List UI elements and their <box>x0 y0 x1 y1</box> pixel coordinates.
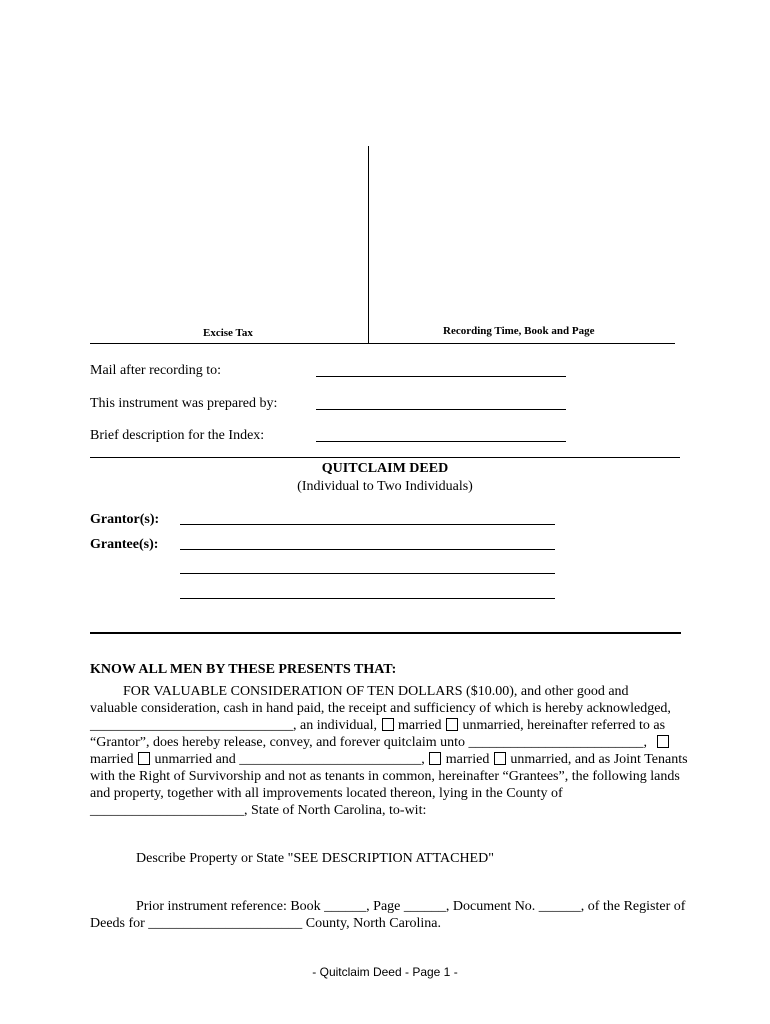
grantor-unmarried-checkbox[interactable] <box>446 718 458 731</box>
grantee2-name-blank[interactable]: __________________________ <box>239 752 422 767</box>
body-line-5: married unmarried and __________________________, married unmarried, and as Joint Tenants <box>90 752 688 767</box>
county-blank[interactable]: ______________________ <box>90 803 244 818</box>
describe-property-text: Describe Property or State "SEE DESCRIPTION ATTACHED" <box>136 851 494 866</box>
grantor-name-blank[interactable]: _____________________________ <box>90 718 293 733</box>
body-line-2: valuable consideration, cash in hand paid, the receipt and sufficiency of which is hereby acknowledged, <box>90 701 671 716</box>
prepared-by-label: This instrument was prepared by: <box>90 396 278 411</box>
document-title: QUITCLAIM DEED <box>321 461 449 476</box>
page-number: Page 1 <box>412 965 451 979</box>
index-description-field[interactable] <box>316 441 566 442</box>
grantee-field-1[interactable] <box>180 549 555 550</box>
grantee1-unmarried-checkbox[interactable] <box>138 752 150 765</box>
body-line-4: “Grantor”, does hereby release, convey, and forever quitclaim unto _________________________, <box>90 735 690 752</box>
prior-reference-line-1: Prior instrument reference: Book ______, Page ______, Document No. ______, of the Register of <box>136 899 686 914</box>
grantee-label: Grantee(s): <box>90 537 159 552</box>
prepared-by-field[interactable] <box>316 409 566 410</box>
page-footer: - Quitclaim Deed - Page 1 - <box>312 965 458 979</box>
section-rule <box>90 457 680 458</box>
grantor-field[interactable] <box>180 524 555 525</box>
body-line-1: FOR VALUABLE CONSIDERATION OF TEN DOLLARS ($10.00), and other good and <box>123 684 629 699</box>
recording-label: Recording Time, Book and Page <box>443 325 595 337</box>
heavy-rule <box>90 632 681 634</box>
index-description-label: Brief description for the Index: <box>90 428 265 443</box>
grantor-married-checkbox[interactable] <box>382 718 394 731</box>
body-heading: KNOW ALL MEN BY THESE PRESENTS THAT: <box>90 662 397 677</box>
grantee-field-3[interactable] <box>180 598 555 599</box>
body-line-6: with the Right of Survivorship and not as tenants in common, hereinafter “Grantees”, the following lands <box>90 769 680 784</box>
body-line-8: ______________________, State of North Carolina, to-wit: <box>90 803 427 818</box>
document-subtitle: (Individual to Two Individuals) <box>297 479 473 494</box>
mail-after-field[interactable] <box>316 376 566 377</box>
recording-box-divider <box>368 146 369 343</box>
body-line-7: and property, together with all improvements located thereon, lying in the County of <box>90 786 563 801</box>
excise-tax-label: Excise Tax <box>203 327 253 339</box>
grantee1-name-blank[interactable]: _________________________ <box>468 735 644 750</box>
mail-after-label: Mail after recording to: <box>90 363 222 378</box>
grantee2-unmarried-checkbox[interactable] <box>494 752 506 765</box>
grantee-field-2[interactable] <box>180 573 555 574</box>
grantor-label: Grantor(s): <box>90 512 160 527</box>
grantee1-married-checkbox[interactable] <box>657 735 669 748</box>
recording-box-bottom-rule <box>90 343 675 344</box>
body-line-3: _____________________________, an individual, married unmarried, hereinafter referred to as <box>90 718 666 733</box>
prior-reference-line-2: Deeds for ______________________ County, North Carolina. <box>90 916 441 931</box>
grantee2-married-checkbox[interactable] <box>429 752 441 765</box>
